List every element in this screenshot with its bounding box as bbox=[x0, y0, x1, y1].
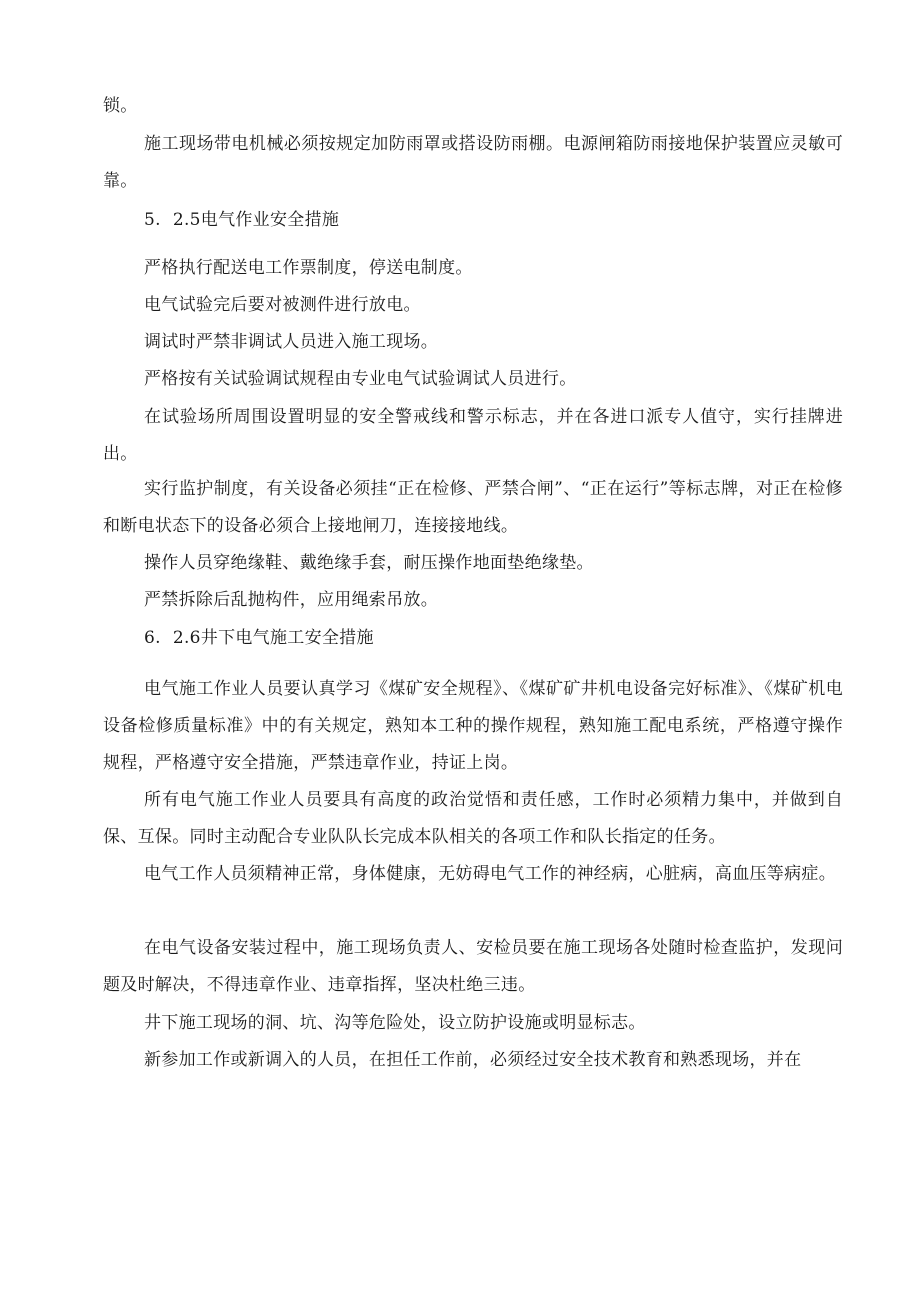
section-title: 2.6井下电气施工安全措施 bbox=[172, 628, 374, 648]
paragraph-health: 电气工作人员须精神正常，身体健康，无妨碍电气工作的神经病，心脏病，高血压等病症。 bbox=[144, 864, 836, 884]
paragraph-supervision: 实行监护制度，有关设备必须挂“正在检修、严禁合闸”、“正在运行”等标志牌，对正在检修和断电状态下的设备必须合上接地闸刀，连接接地线。 bbox=[103, 479, 843, 536]
section-title: 2.5电气作业安全措施 bbox=[172, 210, 340, 230]
section-heading-electrical-safety bbox=[144, 202, 339, 239]
section-number: 5. bbox=[144, 210, 161, 230]
paragraph-work-ticket: 严格执行配送电工作票制度，停送电制度。 bbox=[144, 258, 473, 278]
section-heading-underground-safety bbox=[144, 620, 374, 657]
paragraph-regulations: 电气施工作业人员要认真学习《煤矿安全规程》、《煤矿矿井机电设备完好标准》、《煤矿机电设备检修质量标准》中的有关规定，熟知本工种的操作规程，熟知施工配电系统，严格遵守操作规程，严格遵守安全措施，严禁违章作业，持证上岗。 bbox=[103, 679, 843, 773]
paragraph-insulation: 操作人员穿绝缘鞋、戴绝缘手套，耐压操作地面垫绝缘垫。 bbox=[144, 553, 594, 573]
paragraph-rain-protection: 施工现场带电机械必须按规定加防雨罩或搭设防雨棚。电源闸箱防雨接地保护装置应灵敏可靠。 bbox=[103, 134, 843, 191]
paragraph-warning-line: 在试验场所周围设置明显的安全警戒线和警示标志，并在各进口派专人值守，实行挂牌进出。 bbox=[103, 407, 843, 464]
paragraph-hazard-markers: 井下施工现场的洞、坑、沟等危险处，设立防护设施或明显标志。 bbox=[144, 1013, 646, 1033]
paragraph-no-entry: 调试时严禁非调试人员进入施工现场。 bbox=[144, 332, 439, 352]
section-number: 6. bbox=[144, 628, 161, 648]
paragraph-responsibility: 所有电气施工作业人员要具有高度的政治觉悟和责任感，工作时必须精力集中，并做到自保、互保。同时主动配合专业队队长完成本队相关的各项工作和队长指定的任务。 bbox=[103, 790, 843, 847]
paragraph-new-staff: 新参加工作或新调入的人员，在担任工作前，必须经过安全技术教育和熟悉现场，并在 bbox=[144, 1050, 802, 1070]
paragraph-site-inspection: 在电气设备安装过程中，施工现场负责人、安检员要在施工现场各处随时检查监护，发现问题及时解决，不得违章作业、违章指挥，坚决杜绝三违。 bbox=[103, 938, 843, 995]
paragraph-continuation: 锁。 bbox=[103, 96, 138, 116]
paragraph-professional-testing: 严格按有关试验调试规程由专业电气试验调试人员进行。 bbox=[144, 369, 577, 389]
paragraph-no-throwing: 严禁拆除后乱抛构件，应用绳索吊放。 bbox=[144, 590, 439, 610]
paragraph-discharge: 电气试验完后要对被测件进行放电。 bbox=[144, 295, 421, 315]
